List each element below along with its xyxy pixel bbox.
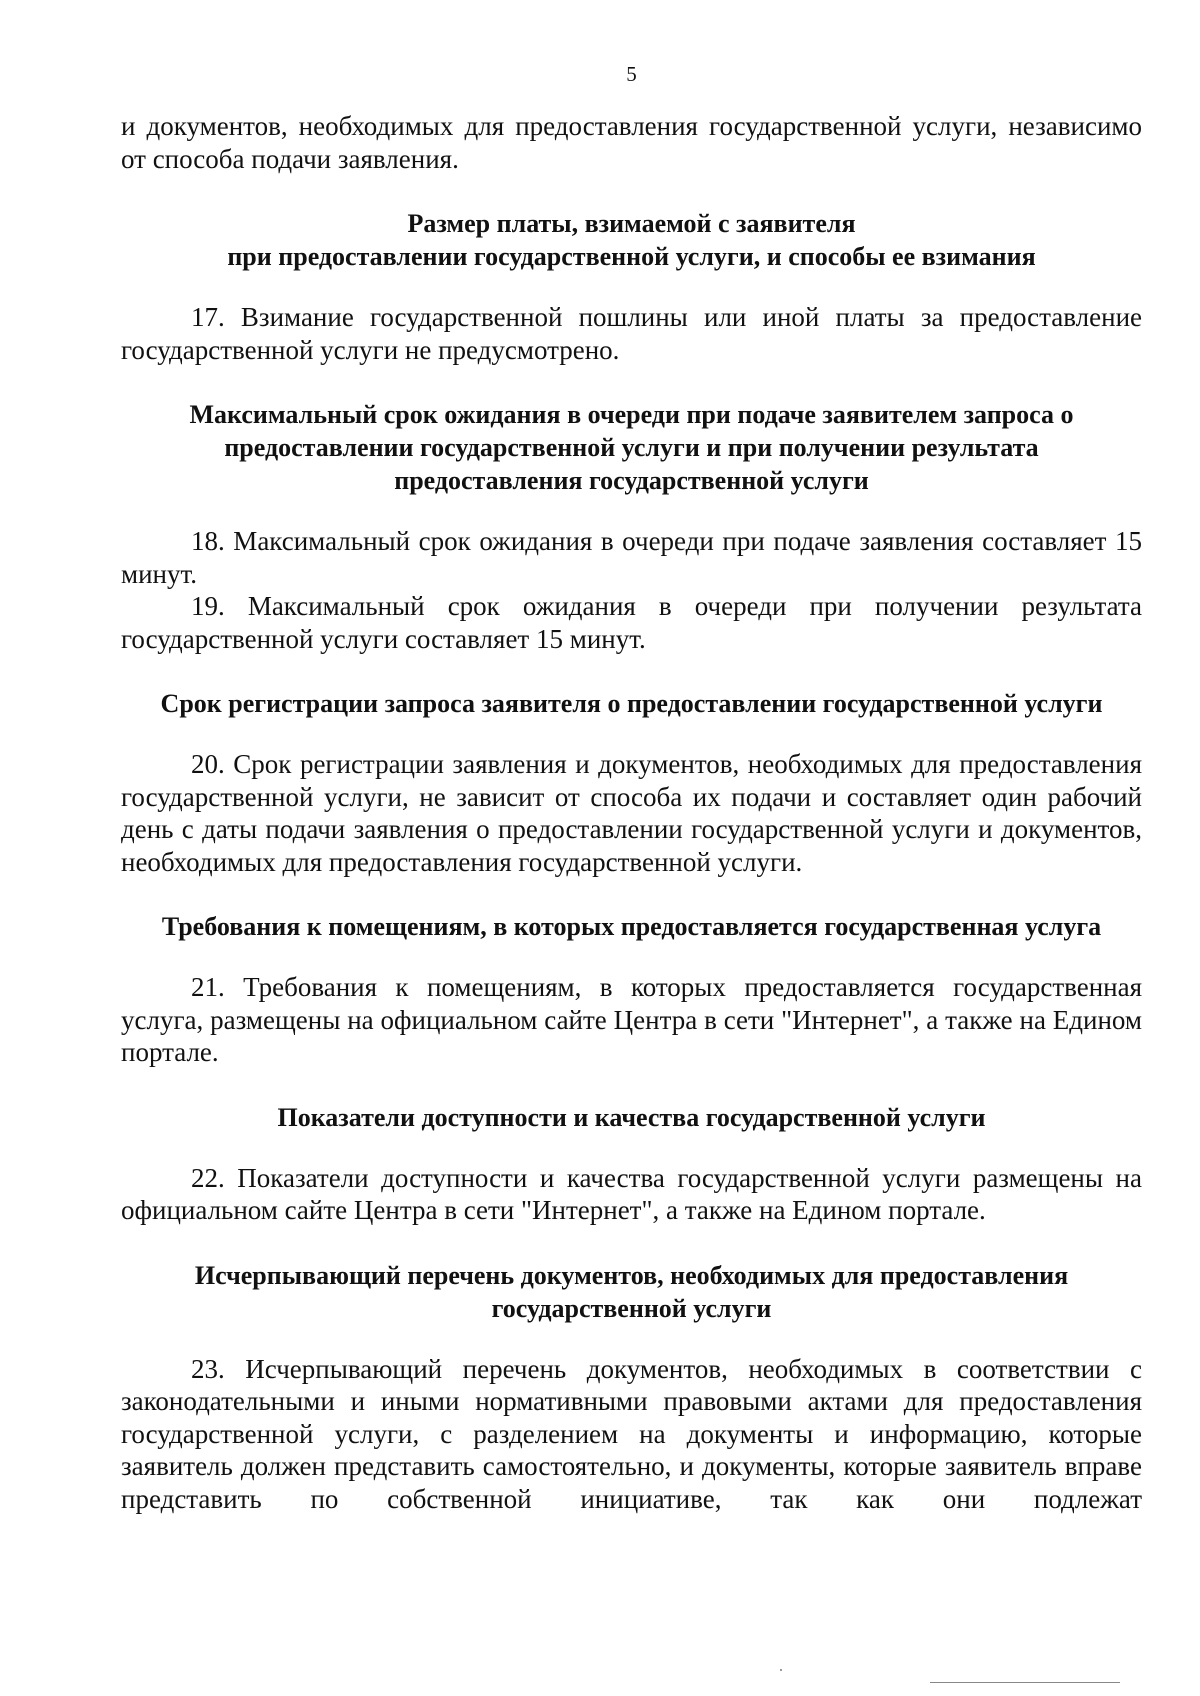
intro-paragraph: и документов, необходимых для предоставления государственной услуги, независимо от способа подачи заявления. xyxy=(121,111,1142,174)
heading-premises: Требования к помещениям, в которых предоставляется государственная услуга xyxy=(161,912,1102,941)
paragraph-17: 17. Взимание государственной пошлины или иной платы за предоставление государственной услуги не предусмотрено. xyxy=(121,302,1142,365)
heading-documents xyxy=(121,1259,1142,1325)
footer-rule xyxy=(930,1682,1120,1683)
scan-dot xyxy=(780,1669,782,1671)
page-number: 5 xyxy=(626,62,637,86)
paragraph-19: 19. Максимальный срок ожидания в очереди при получении результата государственной услуги составляет 15 минут. xyxy=(121,591,1142,654)
heading-queue-line2: предоставлении государственной услуги и при получении результата xyxy=(224,433,1039,462)
heading-documents-line2: государственной услуги xyxy=(491,1293,772,1323)
heading-queue-line1: Максимальный срок ожидания в очереди при подаче заявителем запроса о xyxy=(189,400,1074,429)
heading-documents-line1: Исчерпывающий перечень документов, необходимых для предоставления xyxy=(194,1260,1069,1290)
paragraph-21: 21. Требования к помещениям, в которых предоставляется государственная услуга, размещены на официальном сайте Центра в сети "Интернет", а также на Едином портале. xyxy=(121,972,1142,1067)
heading-queue xyxy=(121,398,1142,497)
heading-quality: Показатели доступности и качества государственной услуги xyxy=(277,1102,986,1132)
paragraph-18: 18. Максимальный срок ожидания в очереди при подаче заявления составляет 15 минут. xyxy=(121,526,1142,589)
paragraph-20: 20. Срок регистрации заявления и документов, необходимых для предоставления государственной услуги, не зависит от способа их подачи и составляет один рабочий день с даты подачи заявления о предоставлении государственной услуги и документов, необходимых для предоставления государственной услуги. xyxy=(121,749,1142,877)
heading-fee-line2: при предоставлении государственной услуги, и способы ее взимания xyxy=(227,242,1036,271)
paragraph-22: 22. Показатели доступности и качества государственной услуги размещены на официальном сайте Центра в сети "Интернет", а также на Едином портале. xyxy=(121,1162,1142,1225)
heading-fee xyxy=(121,207,1142,273)
heading-queue-line3: предоставления государственной услуги xyxy=(394,466,869,495)
heading-fee-line1: Размер платы, взимаемой с заявителя xyxy=(407,209,856,238)
document-body xyxy=(121,110,1142,1515)
heading-registration: Срок регистрации запроса заявителя о предоставлении государственной услуги xyxy=(160,689,1103,718)
paragraph-23: 23. Исчерпывающий перечень документов, необходимых в соответствии с законодательными и иными нормативными правовыми актами для предоставления государственной услуги, с разделением на документы и информацию, которые заявитель должен представить самостоятельно, и документы, которые заявитель вправе представить по собственной инициативе, так как они подлежат xyxy=(121,1353,1142,1514)
